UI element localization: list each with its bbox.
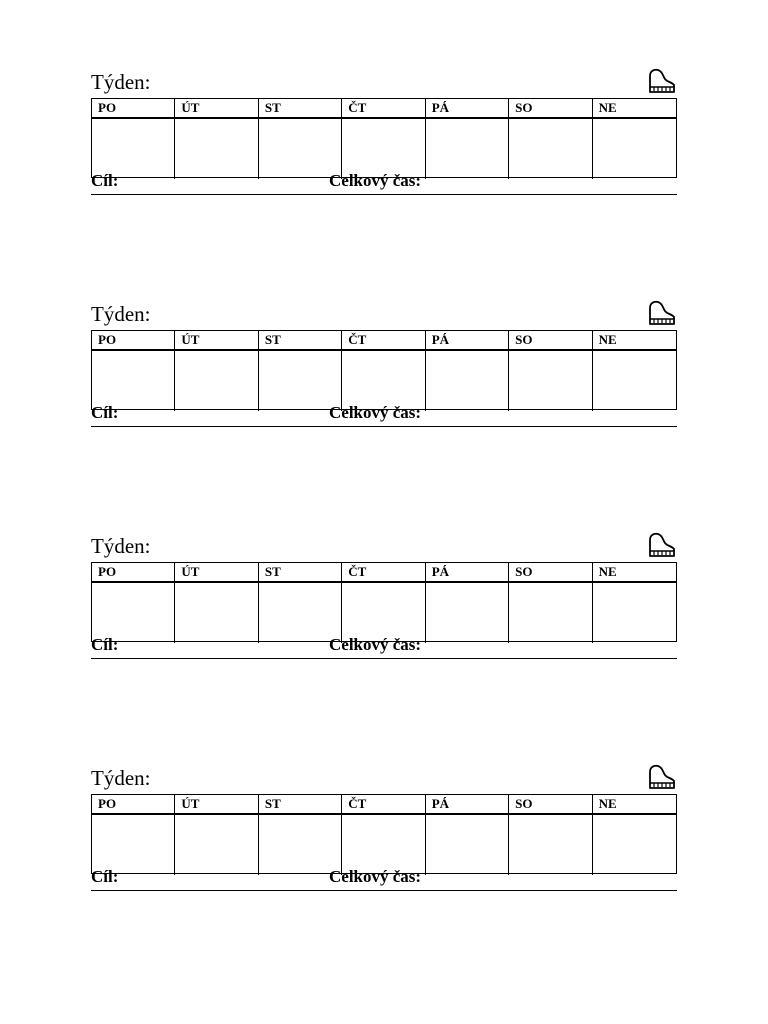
day-header: ST (259, 331, 342, 351)
day-header: PO (92, 563, 175, 583)
week-label: Týden: (91, 766, 151, 790)
day-header: PÁ (426, 563, 509, 583)
day-header: PÁ (426, 99, 509, 119)
day-header: PO (92, 795, 175, 815)
week-table (91, 98, 677, 178)
goal-label: Cíl: (91, 867, 119, 886)
goal-row (91, 168, 677, 195)
goal-label: Cíl: (91, 403, 119, 422)
goal-row (91, 400, 677, 427)
day-header: PÁ (426, 795, 509, 815)
goal-label: Cíl: (91, 171, 119, 190)
grand-piano-icon (647, 299, 677, 327)
day-header: PO (92, 99, 175, 119)
day-header: ÚT (175, 795, 258, 815)
total-time-label: Celkový čas: (329, 171, 422, 190)
goal-row (91, 864, 677, 891)
week-label: Týden: (91, 70, 151, 94)
day-header: ČT (342, 795, 425, 815)
week-table (91, 562, 677, 642)
total-time-label: Celkový čas: (329, 635, 422, 654)
grand-piano-icon (647, 531, 677, 559)
week-label: Týden: (91, 302, 151, 326)
total-time-label: Celkový čas: (329, 867, 422, 886)
week-table (91, 794, 677, 874)
day-header: ČT (342, 563, 425, 583)
day-header: ST (259, 795, 342, 815)
day-header: SO (509, 795, 592, 815)
total-time-label: Celkový čas: (329, 403, 422, 422)
week-block (91, 766, 677, 928)
day-header: NE (593, 99, 676, 119)
day-header: SO (509, 563, 592, 583)
week-table (91, 330, 677, 410)
goal-row (91, 632, 677, 659)
week-block (91, 302, 677, 464)
week-block (91, 70, 677, 232)
grand-piano-icon (647, 763, 677, 791)
grand-piano-icon (647, 67, 677, 95)
day-header: PÁ (426, 331, 509, 351)
day-header: NE (593, 563, 676, 583)
day-header: ÚT (175, 563, 258, 583)
day-header: ČT (342, 331, 425, 351)
day-header: SO (509, 331, 592, 351)
day-header: ST (259, 99, 342, 119)
week-label: Týden: (91, 534, 151, 558)
day-header: ÚT (175, 99, 258, 119)
day-header: ČT (342, 99, 425, 119)
day-header: PO (92, 331, 175, 351)
day-header: NE (593, 795, 676, 815)
day-header: NE (593, 331, 676, 351)
week-block (91, 534, 677, 696)
goal-label: Cíl: (91, 635, 119, 654)
day-header: SO (509, 99, 592, 119)
day-header: ST (259, 563, 342, 583)
day-header: ÚT (175, 331, 258, 351)
